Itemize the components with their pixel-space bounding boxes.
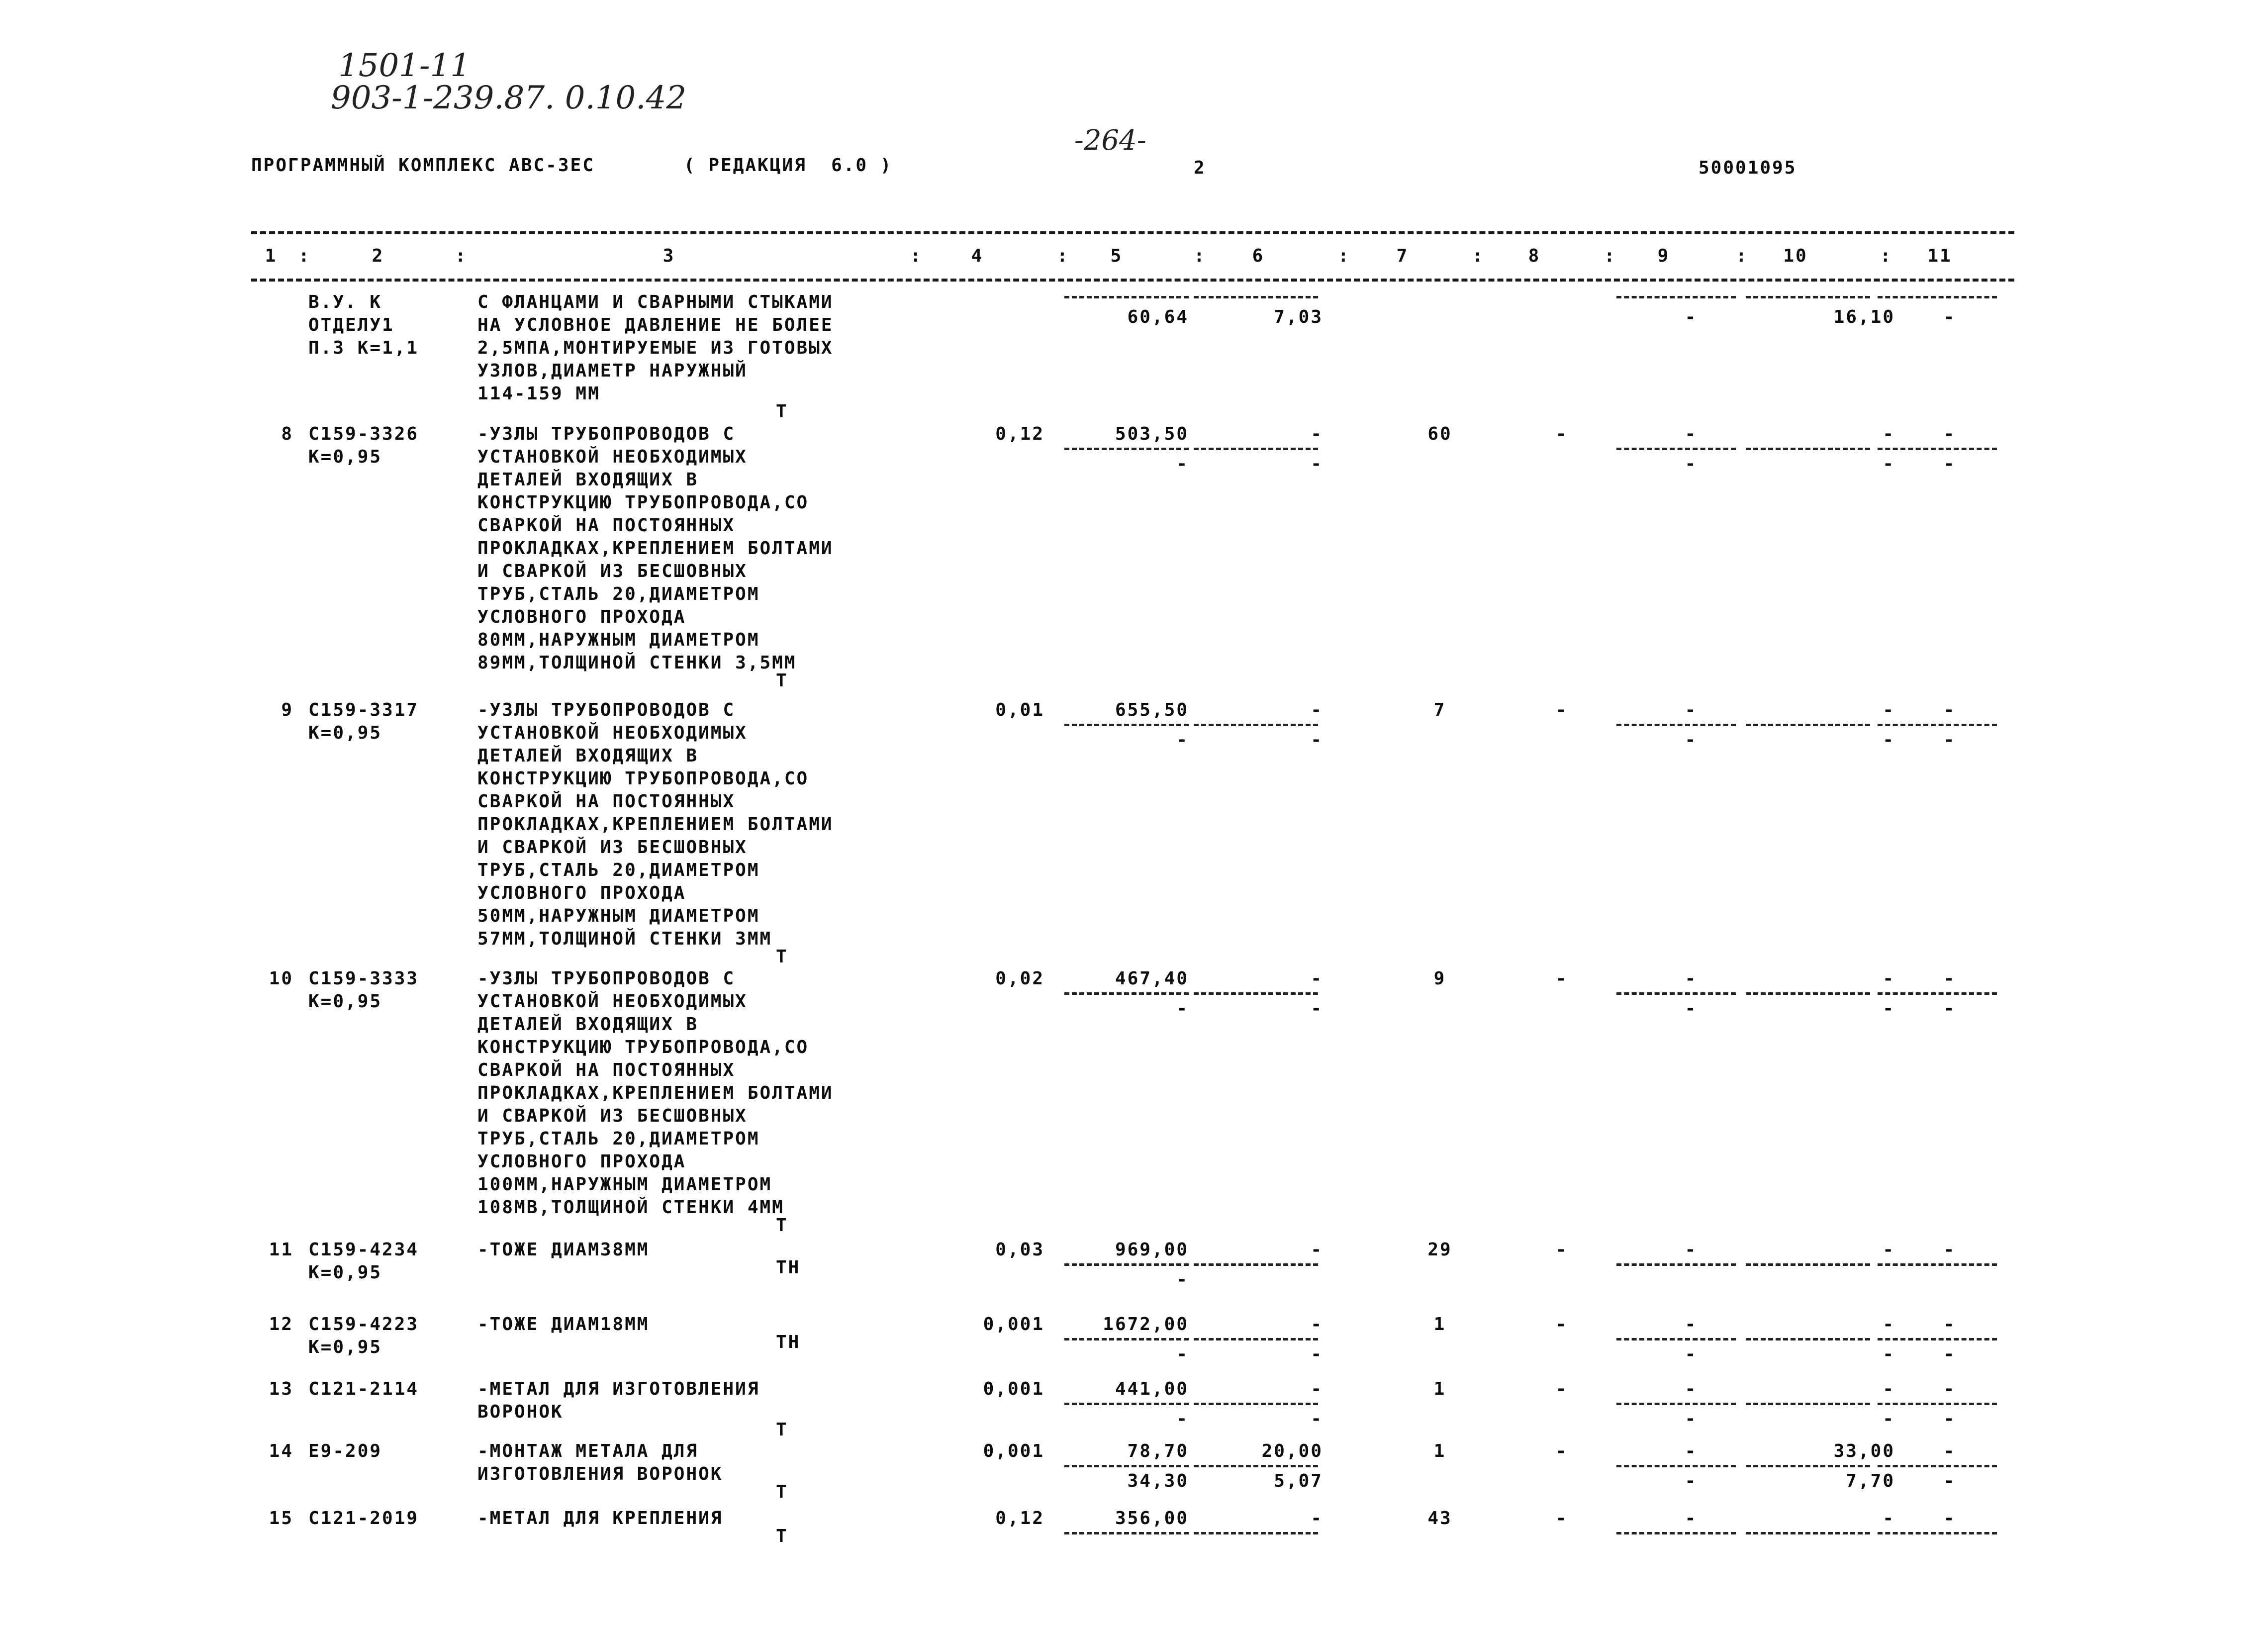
rate-code: ОТДЕЛУ1: [308, 315, 394, 335]
cell-rule: [1064, 1465, 1189, 1467]
quantity: 0,03: [995, 1240, 1044, 1260]
cell-rule: [1616, 1465, 1736, 1467]
work-description: -УЗЛЫ ТРУБОПРОВОДОВ С: [477, 968, 736, 989]
rate-code: В.У. К: [308, 292, 382, 312]
work-description: УСЛОВНОГО ПРОХОДА: [477, 607, 686, 627]
col7-value: 60: [1427, 424, 1452, 444]
cell-rule: [1194, 1403, 1318, 1405]
rate-code: К=0,95: [308, 1337, 382, 1357]
header-rule-top: [251, 231, 2014, 234]
work-description: 57ММ,ТОЛЩИНОЙ СТЕНКИ 3ММ: [477, 929, 772, 949]
cell-rule: [1064, 448, 1189, 450]
handwritten-page-number: -264-: [1074, 124, 1146, 157]
cell-rule: [1194, 992, 1318, 995]
col11-value: -: [1943, 1508, 1956, 1529]
col6-value: -: [1311, 968, 1323, 989]
col5-value: 356,00: [1115, 1508, 1189, 1529]
col11-subvalue: -: [1943, 1471, 1956, 1491]
work-description: -МЕТАЛ ДЛЯ ИЗГОТОВЛЕНИЯ: [477, 1379, 760, 1399]
col10-subvalue: -: [1883, 1344, 1895, 1364]
column-separator: :: [1604, 246, 1616, 266]
col5-value: 78,70: [1127, 1441, 1189, 1461]
work-description: 100ММ,НАРУЖНЫМ ДИАМЕТРОМ: [477, 1174, 772, 1195]
col6-value: -: [1311, 1314, 1323, 1335]
column-header-8: 8: [1528, 246, 1541, 266]
rate-code: П.3 К=1,1: [308, 338, 419, 358]
cell-rule: [1194, 1263, 1318, 1266]
col9-value: -: [1685, 1379, 1698, 1399]
work-description: ИЗГОТОВЛЕНИЯ ВОРОНОК: [477, 1464, 723, 1484]
column-header-3: 3: [662, 246, 675, 266]
unit-of-measure: Т: [776, 1420, 788, 1440]
work-description: УСТАНОВКОЙ НЕОБХОДИМЫХ: [477, 991, 748, 1012]
col6-subvalue: -: [1311, 454, 1323, 474]
col11-value: -: [1943, 700, 1956, 720]
rate-code: К=0,95: [308, 1262, 382, 1283]
col5-subvalue: -: [1176, 1344, 1189, 1364]
work-description: 80ММ,НАРУЖНЫМ ДИАМЕТРОМ: [477, 630, 760, 650]
cell-rule: [1878, 1532, 1997, 1534]
cell-rule: [1878, 448, 1997, 450]
work-description: ВОРОНОК: [477, 1402, 564, 1422]
rate-code: Е9-209: [308, 1441, 382, 1461]
cell-rule: [1064, 992, 1189, 995]
cell-rule: [1878, 1403, 1997, 1405]
cell-rule: [1194, 1532, 1318, 1534]
col11-value: -: [1943, 1441, 1956, 1461]
col10-value: -: [1883, 1508, 1895, 1529]
col6-value: -: [1311, 424, 1323, 444]
col8-value: -: [1555, 968, 1568, 989]
cell-rule: [1746, 1532, 1870, 1534]
cell-rule: [1878, 724, 1997, 726]
work-description: КОНСТРУКЦИЮ ТРУБОПРОВОДА,СО: [477, 768, 809, 789]
col7-value: 1: [1433, 1441, 1446, 1461]
work-description: -ТОЖЕ ДИАМ38ММ: [477, 1240, 650, 1260]
cell-rule: [1616, 724, 1736, 726]
column-separator: :: [1194, 246, 1206, 266]
quantity: 0,02: [995, 968, 1044, 989]
work-description: ПРОКЛАДКАХ,КРЕПЛЕНИЕМ БОЛТАМИ: [477, 1083, 834, 1103]
quantity: 0,12: [995, 1508, 1044, 1529]
rate-code: С159-3317: [308, 700, 419, 720]
cell-rule: [1746, 1403, 1870, 1405]
work-description: С ФЛАНЦАМИ И СВАРНЫМИ СТЫКАМИ: [477, 292, 834, 312]
cell-rule: [1194, 1465, 1318, 1467]
col9-subvalue: -: [1685, 730, 1698, 750]
work-description: СВАРКОЙ НА ПОСТОЯННЫХ: [477, 791, 736, 812]
row-number: 9: [281, 700, 293, 720]
rate-code: С121-2114: [308, 1379, 419, 1399]
cell-rule: [1616, 1403, 1736, 1405]
col5-value: 441,00: [1115, 1379, 1189, 1399]
col10-subvalue: 16,10: [1833, 307, 1895, 327]
col6-subvalue: -: [1311, 1409, 1323, 1429]
col10-subvalue: -: [1883, 1409, 1895, 1429]
col10-subvalue: -: [1883, 730, 1895, 750]
column-separator: :: [1057, 246, 1069, 266]
col9-subvalue: -: [1685, 454, 1698, 474]
cell-rule: [1746, 724, 1870, 726]
cell-rule: [1878, 296, 1997, 298]
work-description: КОНСТРУКЦИЮ ТРУБОПРОВОДА,СО: [477, 492, 809, 513]
col5-subvalue: 60,64: [1127, 307, 1189, 327]
col7-value: 1: [1433, 1379, 1446, 1399]
work-description: УСЛОВНОГО ПРОХОДА: [477, 883, 686, 903]
row-number: 10: [269, 968, 293, 989]
cell-rule: [1746, 1465, 1870, 1467]
col11-subvalue: -: [1943, 730, 1956, 750]
program-title: ПРОГРАММНЫЙ КОМПЛЕКС АВС-3ЕС: [251, 155, 595, 176]
col8-value: -: [1555, 700, 1568, 720]
unit-of-measure: Т: [776, 1482, 788, 1502]
document-code: 50001095: [1699, 158, 1797, 178]
cell-rule: [1064, 724, 1189, 726]
col8-value: -: [1555, 1240, 1568, 1260]
col11-value: -: [1943, 1240, 1956, 1260]
cell-rule: [1064, 1403, 1189, 1405]
unit-of-measure: ТН: [776, 1332, 801, 1352]
work-description: УСЛОВНОГО ПРОХОДА: [477, 1151, 686, 1172]
quantity: 0,12: [995, 424, 1044, 444]
cell-rule: [1878, 1465, 1997, 1467]
work-description: СВАРКОЙ НА ПОСТОЯННЫХ: [477, 1060, 736, 1080]
column-header-10: 10: [1783, 246, 1808, 266]
work-description: И СВАРКОЙ ИЗ БЕСШОВНЫХ: [477, 837, 748, 858]
cell-rule: [1616, 1263, 1736, 1266]
work-description: ПРОКЛАДКАХ,КРЕПЛЕНИЕМ БОЛТАМИ: [477, 814, 834, 835]
col10-value: -: [1883, 1379, 1895, 1399]
row-number: 13: [269, 1379, 293, 1399]
col10-subvalue: -: [1883, 998, 1895, 1019]
work-description: НА УСЛОВНОЕ ДАВЛЕНИЕ НЕ БОЛЕЕ: [477, 315, 834, 335]
work-description: УСТАНОВКОЙ НЕОБХОДИМЫХ: [477, 723, 748, 743]
work-description: КОНСТРУКЦИЮ ТРУБОПРОВОДА,СО: [477, 1037, 809, 1057]
work-description: И СВАРКОЙ ИЗ БЕСШОВНЫХ: [477, 1106, 748, 1126]
col7-value: 43: [1427, 1508, 1452, 1529]
work-description: ДЕТАЛЕЙ ВХОДЯЩИХ В: [477, 746, 699, 766]
column-header-11: 11: [1927, 246, 1952, 266]
quantity: 0,001: [983, 1441, 1044, 1461]
col9-value: -: [1685, 1508, 1698, 1529]
col9-subvalue: -: [1685, 1344, 1698, 1364]
cell-rule: [1616, 992, 1736, 995]
col10-value: 33,00: [1833, 1441, 1895, 1461]
col11-value: -: [1943, 1379, 1956, 1399]
col9-subvalue: -: [1685, 1409, 1698, 1429]
col6-value: -: [1311, 700, 1323, 720]
cell-rule: [1878, 1338, 1997, 1340]
col9-subvalue: -: [1685, 1471, 1698, 1491]
cell-rule: [1064, 1532, 1189, 1534]
work-description: 108МВ,ТОЛЩИНОЙ СТЕНКИ 4ММ: [477, 1197, 784, 1218]
rate-code: С159-4223: [308, 1314, 419, 1335]
col6-subvalue: 5,07: [1274, 1471, 1323, 1491]
row-number: 15: [269, 1508, 293, 1529]
cell-rule: [1746, 992, 1870, 995]
handwritten-ref-code: 903-1-239.87. 0.10.42: [331, 80, 687, 116]
col8-value: -: [1555, 424, 1568, 444]
row-number: 8: [281, 424, 293, 444]
work-description: -УЗЛЫ ТРУБОПРОВОДОВ С: [477, 424, 736, 444]
work-description: 89ММ,ТОЛЩИНОЙ СТЕНКИ 3,5ММ: [477, 653, 797, 673]
cell-rule: [1746, 296, 1870, 298]
column-separator: :: [1472, 246, 1485, 266]
col5-subvalue: 34,30: [1127, 1471, 1189, 1491]
edition-label: ( РЕДАКЦИЯ 6.0 ): [684, 155, 893, 176]
col11-value: -: [1943, 424, 1956, 444]
work-description: 114-159 ММ: [477, 383, 600, 404]
col6-subvalue: 7,03: [1274, 307, 1323, 327]
col8-value: -: [1555, 1314, 1568, 1335]
work-description: -ТОЖЕ ДИАМ18ММ: [477, 1314, 650, 1335]
col5-value: 1672,00: [1103, 1314, 1189, 1335]
col10-value: -: [1883, 1314, 1895, 1335]
col10-value: -: [1883, 700, 1895, 720]
cell-rule: [1616, 1338, 1736, 1340]
cell-rule: [1878, 1263, 1997, 1266]
col10-subvalue: -: [1883, 454, 1895, 474]
unit-of-measure: Т: [776, 1215, 788, 1236]
col10-value: -: [1883, 424, 1895, 444]
cell-rule: [1064, 296, 1189, 298]
work-description: 2,5МПА,МОНТИРУЕМЫЕ ИЗ ГОТОВЫХ: [477, 338, 834, 358]
unit-of-measure: Т: [776, 401, 788, 422]
cell-rule: [1064, 1263, 1189, 1266]
col11-subvalue: -: [1943, 1344, 1956, 1364]
col10-value: -: [1883, 968, 1895, 989]
unit-of-measure: ТН: [776, 1257, 801, 1278]
work-description: -МЕТАЛ ДЛЯ КРЕПЛЕНИЯ: [477, 1508, 723, 1529]
col6-value: 20,00: [1261, 1441, 1323, 1461]
rate-code: С159-4234: [308, 1240, 419, 1260]
work-description: УЗЛОВ,ДИАМЕТР НАРУЖНЫЙ: [477, 361, 748, 381]
col5-value: 969,00: [1115, 1240, 1189, 1260]
work-description: УСТАНОВКОЙ НЕОБХОДИМЫХ: [477, 447, 748, 467]
rate-code: К=0,95: [308, 991, 382, 1012]
rate-code: С159-3333: [308, 968, 419, 989]
column-separator: :: [910, 246, 923, 266]
column-header-9: 9: [1657, 246, 1670, 266]
column-separator: :: [1338, 246, 1350, 266]
col6-subvalue: -: [1311, 730, 1323, 750]
col10-subvalue: 7,70: [1846, 1471, 1895, 1491]
row-number: 14: [269, 1441, 293, 1461]
col11-subvalue: -: [1943, 1409, 1956, 1429]
column-header-7: 7: [1396, 246, 1409, 266]
cell-rule: [1746, 1338, 1870, 1340]
work-description: -УЗЛЫ ТРУБОПРОВОДОВ С: [477, 700, 736, 720]
column-separator: :: [455, 246, 468, 266]
col11-subvalue: -: [1943, 307, 1956, 327]
col6-value: -: [1311, 1508, 1323, 1529]
cell-rule: [1616, 296, 1736, 298]
column-separator: :: [298, 246, 311, 266]
col8-value: -: [1555, 1508, 1568, 1529]
work-description: ДЕТАЛЕЙ ВХОДЯЩИХ В: [477, 470, 699, 490]
column-header-4: 4: [971, 246, 984, 266]
rate-code: К=0,95: [308, 447, 382, 467]
work-description: СВАРКОЙ НА ПОСТОЯННЫХ: [477, 515, 736, 536]
col7-value: 7: [1433, 700, 1446, 720]
work-description: -МОНТАЖ МЕТАЛА ДЛЯ: [477, 1441, 699, 1461]
column-separator: :: [1880, 246, 1892, 266]
col5-subvalue: -: [1176, 1409, 1189, 1429]
column-header-2: 2: [372, 246, 384, 266]
cell-rule: [1194, 1338, 1318, 1340]
cell-rule: [1064, 1338, 1189, 1340]
cell-rule: [1878, 992, 1997, 995]
cell-rule: [1194, 448, 1318, 450]
work-description: ТРУБ,СТАЛЬ 20,ДИАМЕТРОМ: [477, 860, 760, 880]
col9-subvalue: -: [1685, 307, 1698, 327]
rate-code: С159-3326: [308, 424, 419, 444]
work-description: И СВАРКОЙ ИЗ БЕСШОВНЫХ: [477, 561, 748, 581]
col5-subvalue: -: [1176, 730, 1189, 750]
col9-value: -: [1685, 1441, 1698, 1461]
unit-of-measure: Т: [776, 670, 788, 691]
column-header-6: 6: [1252, 246, 1265, 266]
col7-value: 9: [1433, 968, 1446, 989]
quantity: 0,01: [995, 700, 1044, 720]
row-number: 11: [269, 1240, 293, 1260]
col9-subvalue: -: [1685, 998, 1698, 1019]
unit-of-measure: Т: [776, 1526, 788, 1546]
cell-rule: [1616, 448, 1736, 450]
col7-value: 29: [1427, 1240, 1452, 1260]
unit-of-measure: Т: [776, 947, 788, 967]
cell-rule: [1616, 1532, 1736, 1534]
rate-code: С121-2019: [308, 1508, 419, 1529]
col9-value: -: [1685, 1240, 1698, 1260]
col6-value: -: [1311, 1379, 1323, 1399]
cell-rule: [1194, 296, 1318, 298]
work-description: ТРУБ,СТАЛЬ 20,ДИАМЕТРОМ: [477, 1129, 760, 1149]
col9-value: -: [1685, 1314, 1698, 1335]
col6-subvalue: -: [1311, 1344, 1323, 1364]
col11-subvalue: -: [1943, 454, 1956, 474]
col5-subvalue: -: [1176, 454, 1189, 474]
quantity: 0,001: [983, 1379, 1044, 1399]
col5-subvalue: -: [1176, 998, 1189, 1019]
col5-subvalue: -: [1176, 1269, 1189, 1290]
col11-value: -: [1943, 1314, 1956, 1335]
col11-value: -: [1943, 968, 1956, 989]
work-description: 50ММ,НАРУЖНЫМ ДИАМЕТРОМ: [477, 906, 760, 926]
col9-value: -: [1685, 700, 1698, 720]
col10-value: -: [1883, 1240, 1895, 1260]
work-description: ПРОКЛАДКАХ,КРЕПЛЕНИЕМ БОЛТАМИ: [477, 538, 834, 559]
quantity: 0,001: [983, 1314, 1044, 1335]
cell-rule: [1194, 724, 1318, 726]
header-rule-bottom: [251, 279, 2014, 282]
work-description: ДЕТАЛЕЙ ВХОДЯЩИХ В: [477, 1014, 699, 1035]
sheet-number: 2: [1194, 158, 1206, 178]
col9-value: -: [1685, 424, 1698, 444]
handwritten-ref-top: 1501-11: [338, 47, 471, 84]
cell-rule: [1746, 448, 1870, 450]
column-header-5: 5: [1110, 246, 1123, 266]
col8-value: -: [1555, 1379, 1568, 1399]
col5-value: 503,50: [1115, 424, 1189, 444]
col5-value: 655,50: [1115, 700, 1189, 720]
cell-rule: [1746, 1263, 1870, 1266]
column-separator: :: [1736, 246, 1748, 266]
col6-subvalue: -: [1311, 998, 1323, 1019]
work-description: ТРУБ,СТАЛЬ 20,ДИАМЕТРОМ: [477, 584, 760, 604]
col6-value: -: [1311, 1240, 1323, 1260]
column-header-1: 1: [265, 246, 278, 266]
col5-value: 467,40: [1115, 968, 1189, 989]
col9-value: -: [1685, 968, 1698, 989]
col8-value: -: [1555, 1441, 1568, 1461]
col11-subvalue: -: [1943, 998, 1956, 1019]
col7-value: 1: [1433, 1314, 1446, 1335]
rate-code: К=0,95: [308, 723, 382, 743]
row-number: 12: [269, 1314, 293, 1335]
